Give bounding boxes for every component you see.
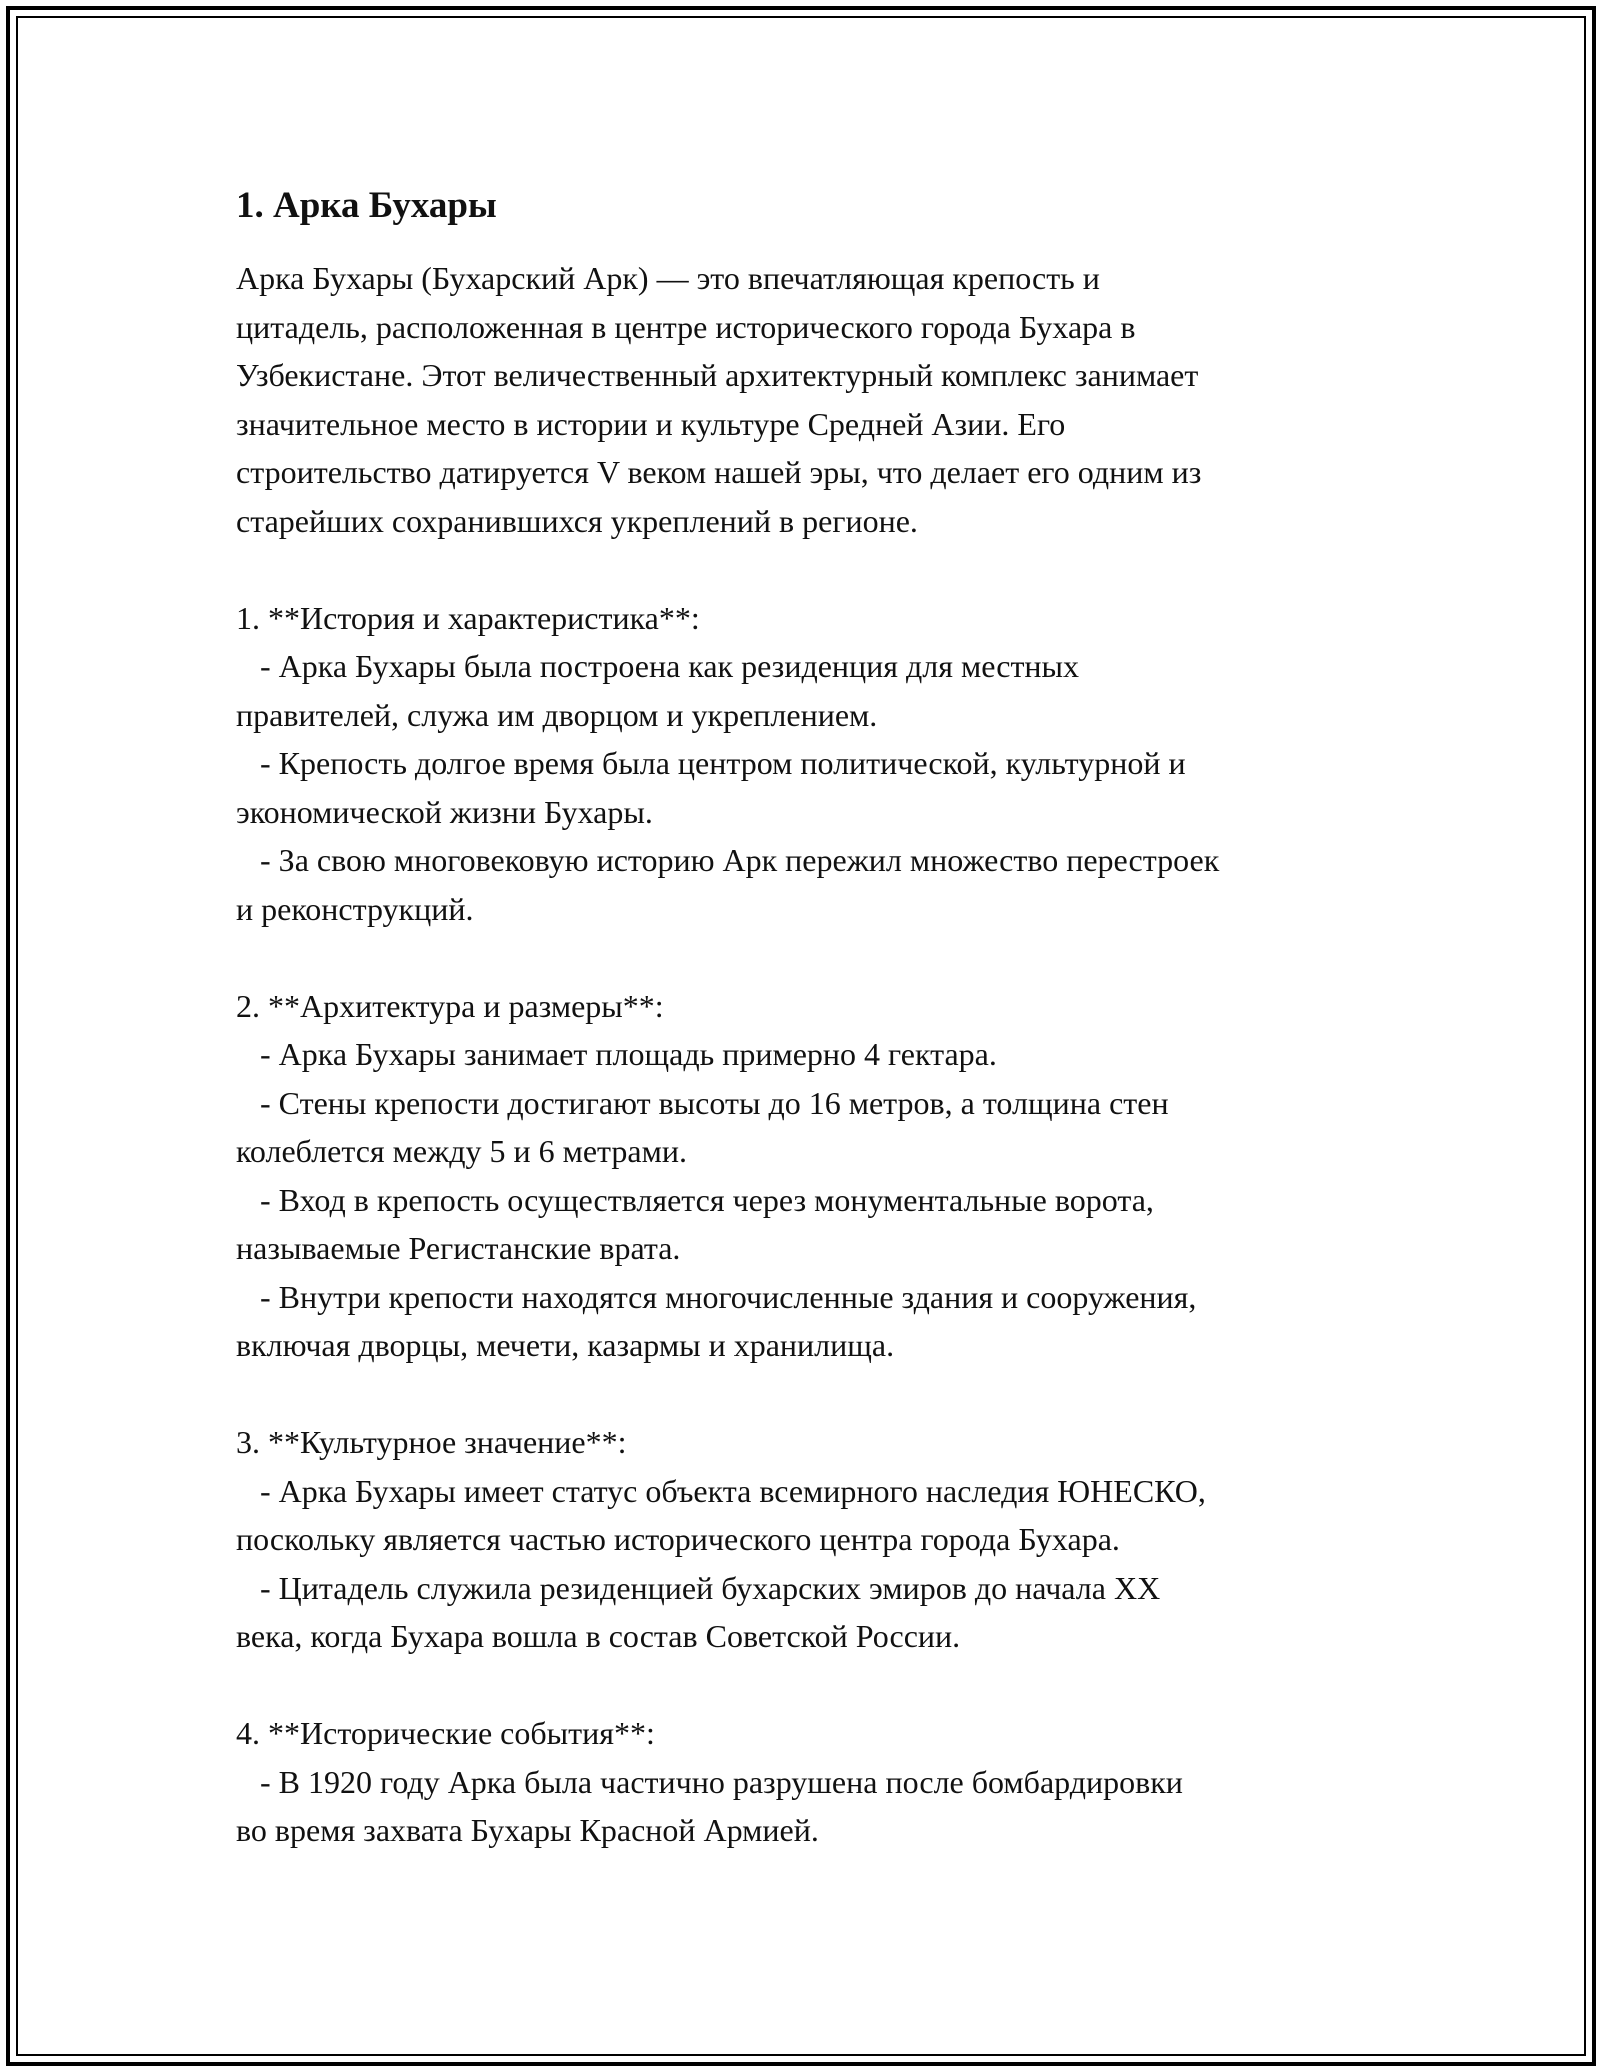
text-line: включая дворцы, мечети, казармы и хранилища. [236,1327,895,1363]
text-line [236,1661,1376,1710]
text-line: - За свою многовековую историю Арк пережил множество перестроек [236,842,1220,878]
text-line: - Арка Бухары имеет статус объекта всемирного наследия ЮНЕСКО, [236,1472,1206,1509]
text-line: во время захвата Бухары Красной Армией. [236,1812,819,1848]
text-line: поскольку является частью исторического центра города Бухара. [236,1521,1120,1557]
text-line: цитадель, расположенная в центре исторического города Бухара в [236,308,1136,345]
text-line: называемые Регистанские врата. [236,1230,681,1266]
text-line: колеблется между 5 и 6 метрами. [236,1133,687,1169]
text-line: - Внутри крепости находятся многочисленные здания и сооружения, [236,1278,1197,1315]
text-line: 3. **Культурное значение**: [236,1424,627,1460]
text-line: экономической жизни Бухары. [236,793,653,830]
text-line: - Арка Бухары занимает площадь примерно 4 гектара. [236,1036,997,1072]
document-body [236,178,1376,1855]
text-line: строительство датируется V веком нашей эры, что делает его одним из [236,454,1202,490]
document-heading: 1. Арка Бухары [236,185,497,226]
text-line: 1. **История и характеристика**: [236,599,700,636]
text-line: Узбекистане. Этот величественный архитектурный комплекс занимает [236,357,1199,393]
text-line: значительное место в истории и культуре Средней Азии. Его [236,405,1066,442]
text-line: правителей, служа им дворцом и укреплением. [236,696,878,733]
text-line: - В 1920 году Арка была частично разрушена после бомбардировки [236,1763,1183,1800]
text-line: Арка Бухары (Бухарский Арк) — это впечатляющая крепость и [236,260,1100,296]
text-line: - Стены крепости достигают высоты до 16 метров, а толщина стен [236,1084,1169,1121]
text-line: 4. **Исторические события**: [236,1715,655,1751]
document-text [236,254,1376,1855]
text-line: - Вход в крепость осуществляется через монументальные ворота, [236,1181,1154,1218]
text-line: - Цитадель служила резиденцией бухарских эмиров до начала XX [236,1569,1161,1606]
text-line [236,1370,1376,1419]
text-line: старейших сохранившихся укреплений в регионе. [236,502,918,539]
text-line: века, когда Бухара вошла в состав Советской России. [236,1618,961,1654]
text-line: 2. **Архитектура и размеры**: [236,987,664,1024]
text-line: и реконструкций. [236,890,474,927]
text-line: - Арка Бухары была построена как резиденция для местных [236,648,1080,684]
text-line [236,933,1376,982]
text-line [236,545,1376,594]
text-line: - Крепость долгое время была центром политической, культурной и [236,745,1186,781]
